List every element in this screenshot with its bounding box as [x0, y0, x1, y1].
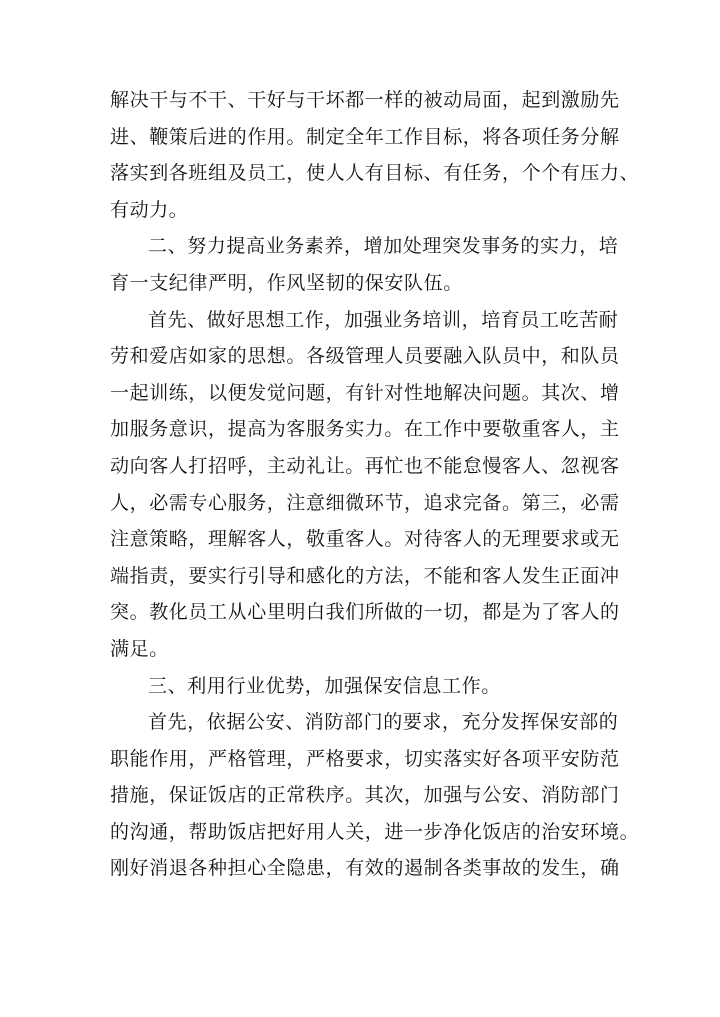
text-line: 有动力。 — [110, 198, 189, 221]
text-line: 注意策略，理解客人，敬重客人。对待客人的无理要求或无 — [110, 528, 620, 551]
text-line: 一起训练，以便发觉问题，有针对性地解决问题。其次、增 — [110, 381, 620, 404]
text-line: 解决干与不干、干好与干坏都一样的被动局面，起到激励先 — [110, 89, 620, 111]
text-line: 三、利用行业优势，加强保安信息工作。 — [148, 674, 501, 697]
text-line: 动向客人打招呼，主动礼让。再忙也不能怠慢客人、忽视客 — [110, 454, 620, 477]
text-line: 刚好消退各种担心全隐患，有效的遏制各类事故的发生，确 — [110, 857, 620, 880]
text-line: 劳和爱店如家的思想。各级管理人员要融入队员中，和队员 — [110, 345, 620, 368]
text-line: 人，必需专心服务，注意细微环节，追求完备。第三，必需 — [110, 491, 620, 514]
text-line: 首先，依据公安、消防部门的要求，充分发挥保安部的 — [148, 711, 619, 734]
text-line: 的沟通，帮助饭店把好用人关，进一步净化饭店的治安环境。 — [110, 820, 640, 843]
text-line: 首先、做好思想工作，加强业务培训，培育员工吃苦耐 — [148, 308, 619, 331]
text-line: 落实到各班组及员工，使人人有目标、有任务，个个有压力、 — [110, 162, 640, 185]
text-line: 育一支纪律严明，作风坚韧的保安队伍。 — [110, 271, 463, 294]
text-line: 突。教化员工从心里明白我们所做的一切，都是为了客人的 — [110, 601, 620, 624]
text-line: 满足。 — [110, 637, 169, 660]
text-line: 加服务意识，提高为客服务实力。在工作中要敬重客人，主 — [110, 418, 620, 441]
text-line: 职能作用，严格管理，严格要求，切实落实好各项平安防范 — [110, 747, 620, 770]
text-line: 进、鞭策后进的作用。制定全年工作目标，将各项任务分解 — [110, 125, 620, 148]
text-line: 端指责，要实行引导和感化的方法，不能和客人发生正面冲 — [110, 564, 620, 587]
document-body — [110, 82, 640, 887]
text-line: 措施，保证饭店的正常秩序。其次，加强与公安、消防部门 — [110, 784, 620, 807]
text-line: 二、努力提高业务素养，增加处理突发事务的实力，培 — [148, 235, 619, 258]
